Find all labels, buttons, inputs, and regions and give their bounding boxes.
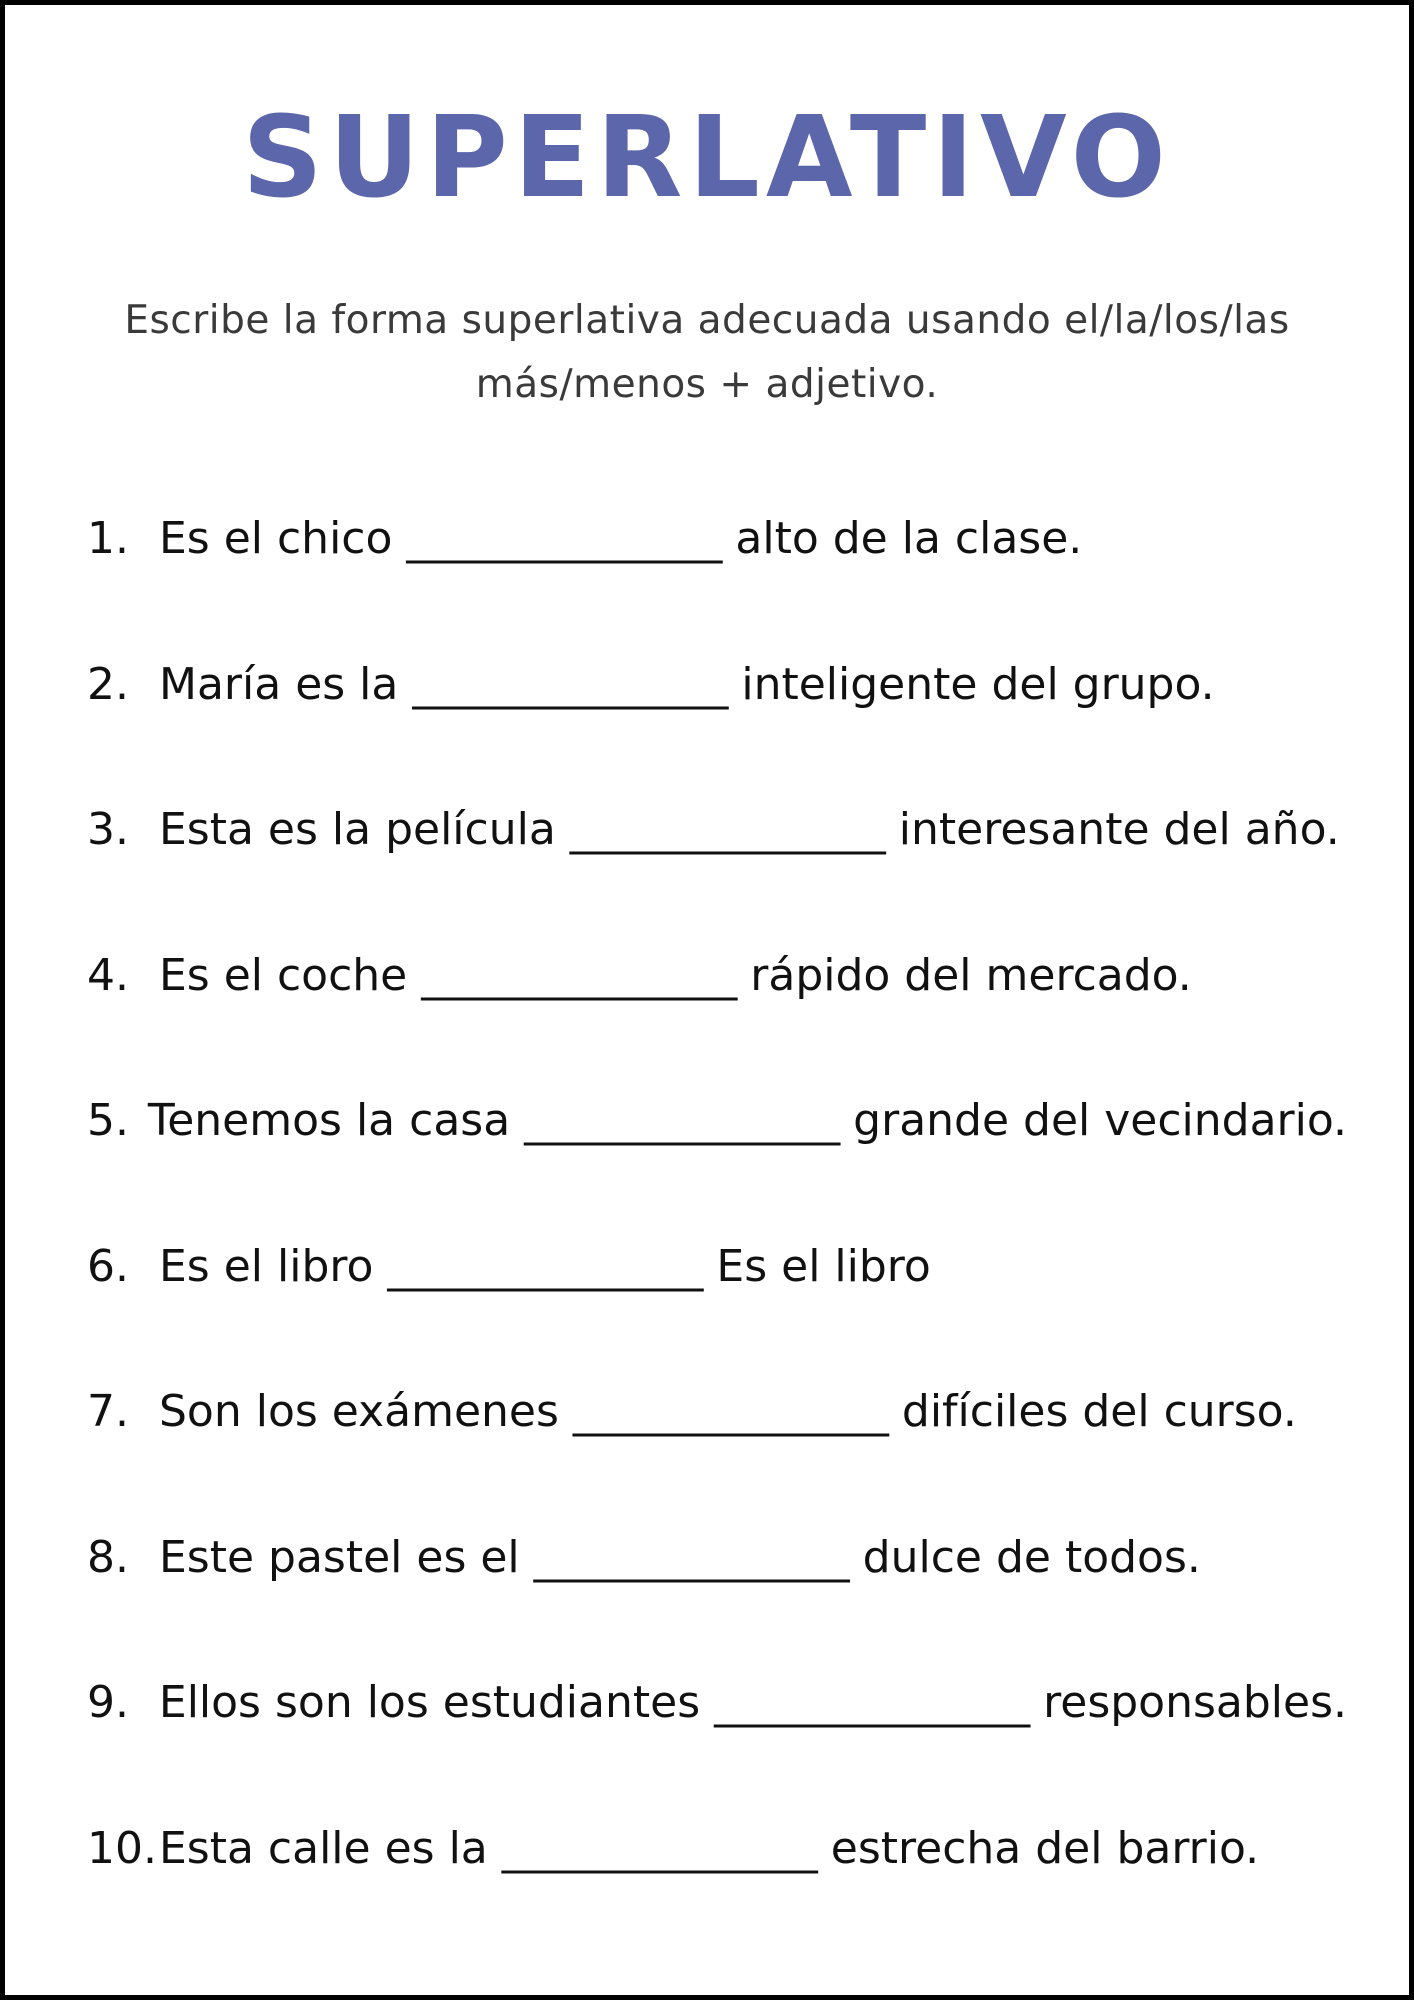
- item-number: 5.: [87, 1095, 129, 1146]
- page-title: SUPERLATIVO: [242, 93, 1172, 223]
- exercise-item-6: [87, 1225, 1347, 1371]
- item-text-before: Esta calle es la: [159, 1822, 488, 1874]
- item-number: 1.: [87, 513, 129, 564]
- item-text-before: Son los exámenes: [159, 1386, 559, 1437]
- exercise-item-5: [87, 1079, 1347, 1225]
- item-sentence: [159, 1225, 931, 1309]
- item-number: 8.: [87, 1531, 129, 1583]
- item-text-before: Es el coche: [159, 949, 408, 1001]
- exercise-item-2: [87, 643, 1347, 789]
- item-text-after: interesante del año.: [898, 804, 1340, 855]
- item-text-after: responsables.: [1043, 1677, 1347, 1728]
- exercise-item-1: [87, 497, 1347, 643]
- answer-blank[interactable]: _______________: [501, 1822, 817, 1874]
- item-number: 9.: [87, 1677, 129, 1728]
- answer-blank[interactable]: _______________: [406, 513, 722, 564]
- exercise-item-9: [87, 1661, 1347, 1807]
- item-number: 6.: [87, 1240, 129, 1292]
- exercise-item-4: [87, 934, 1347, 1080]
- instructions-line-1: Escribe la forma superlativa adecuada usando el/la/los/las: [124, 298, 1290, 343]
- item-sentence: [159, 788, 1340, 872]
- item-sentence: [159, 1516, 1201, 1600]
- item-sentence: [159, 497, 1082, 581]
- item-text-before: María es la: [159, 658, 399, 710]
- item-text-before: Ellos son los estudiantes: [158, 1677, 701, 1728]
- answer-blank[interactable]: _______________: [412, 658, 728, 710]
- instructions: [95, 289, 1319, 417]
- answer-blank[interactable]: _______________: [524, 1095, 840, 1146]
- item-text-after: dulce de todos.: [862, 1531, 1201, 1583]
- exercise-item-3: [87, 788, 1347, 934]
- item-number: 7.: [87, 1386, 129, 1437]
- item-text-before: Tenemos la casa: [147, 1095, 511, 1146]
- item-number: 2.: [87, 658, 129, 710]
- exercise-item-8: [87, 1516, 1347, 1662]
- item-text-after: rápido del mercado.: [750, 949, 1192, 1001]
- item-sentence: [159, 934, 1192, 1018]
- item-text-after: estrecha del barrio.: [830, 1822, 1260, 1874]
- item-text-before: Esta es la película: [159, 804, 556, 855]
- answer-blank[interactable]: _______________: [714, 1677, 1030, 1728]
- item-sentence: [159, 1807, 1259, 1891]
- item-sentence: [159, 1370, 1297, 1454]
- item-sentence: [148, 1079, 1347, 1163]
- item-number: 3.: [87, 804, 129, 855]
- answer-blank[interactable]: _______________: [569, 804, 885, 855]
- item-number: 10.: [87, 1822, 157, 1874]
- item-text-before: Es el chico: [159, 513, 393, 564]
- item-text-after: alto de la clase.: [735, 513, 1083, 564]
- answer-blank[interactable]: _______________: [533, 1531, 849, 1583]
- answer-blank[interactable]: _______________: [421, 949, 737, 1001]
- item-sentence: [159, 1661, 1347, 1745]
- exercise-item-10: [87, 1807, 1347, 1953]
- item-text-after: difíciles del curso.: [901, 1386, 1297, 1437]
- item-text-before: Es el libro: [159, 1240, 374, 1292]
- item-text-after: inteligente del grupo.: [741, 658, 1215, 710]
- exercise-list: [87, 497, 1347, 1952]
- answer-blank[interactable]: _______________: [572, 1386, 888, 1437]
- item-number: 4.: [87, 949, 129, 1001]
- item-text-after: grande del vecindario.: [853, 1095, 1347, 1146]
- instructions-line-2: más/menos + adjetivo.: [475, 362, 939, 407]
- item-text-after: Es el libro: [716, 1240, 931, 1292]
- answer-blank[interactable]: _______________: [387, 1240, 703, 1292]
- exercise-item-7: [87, 1370, 1347, 1516]
- item-text-before: Este pastel es el: [159, 1531, 520, 1583]
- item-sentence: [159, 643, 1215, 727]
